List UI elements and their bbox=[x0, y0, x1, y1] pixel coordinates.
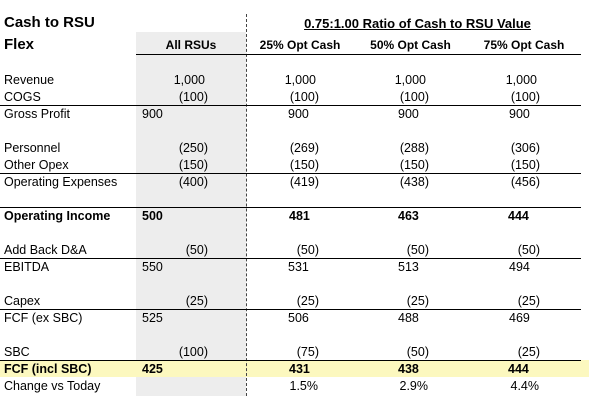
cell-50-opt: 2.9% bbox=[399, 379, 428, 393]
cell-25-opt: 531 bbox=[288, 260, 309, 274]
cell-50-opt: 438 bbox=[398, 362, 419, 376]
row-label: Operating Expenses bbox=[4, 175, 118, 189]
underline-add-back-da bbox=[0, 258, 581, 259]
row-label: FCF (incl SBC) bbox=[4, 362, 92, 376]
cell-25-opt: 431 bbox=[289, 362, 310, 376]
cell-25-opt: 506 bbox=[288, 311, 309, 325]
row-label: SBC bbox=[4, 345, 30, 359]
cell-25-opt: 1.5% bbox=[289, 379, 318, 393]
cell-75-opt: 1,000 bbox=[505, 73, 537, 87]
row-change-vs-today bbox=[0, 379, 589, 394]
row-operating-expenses bbox=[0, 175, 589, 190]
underline-capex bbox=[0, 309, 581, 310]
row-cogs bbox=[0, 90, 589, 105]
cell-all-rsus: 900 bbox=[142, 107, 163, 121]
cell-25-opt: (419) bbox=[289, 175, 319, 189]
cell-50-opt: 900 bbox=[398, 107, 419, 121]
row-label: Revenue bbox=[4, 73, 55, 87]
cell-75-opt: 444 bbox=[508, 362, 529, 376]
cell-all-rsus: 500 bbox=[142, 209, 163, 223]
row-operating-income bbox=[0, 209, 589, 224]
column-separator bbox=[246, 14, 247, 396]
cell-all-rsus: (250) bbox=[178, 141, 208, 155]
cell-75-opt: 4.4% bbox=[510, 379, 539, 393]
row-add-back-da bbox=[0, 243, 589, 258]
row-personnel bbox=[0, 141, 589, 156]
cell-25-opt: 1,000 bbox=[284, 73, 316, 87]
sheet-title-line2: Flex bbox=[4, 36, 35, 53]
cell-all-rsus: (100) bbox=[178, 90, 208, 104]
cell-50-opt: (150) bbox=[399, 158, 429, 172]
row-label: Operating Income bbox=[4, 209, 111, 223]
cell-all-rsus: (400) bbox=[178, 175, 208, 189]
header-underline bbox=[136, 54, 581, 55]
sheet-title: Cash to RSU bbox=[4, 14, 95, 31]
row-label: COGS bbox=[4, 90, 41, 104]
cell-all-rsus: (25) bbox=[185, 294, 208, 308]
row-label: Personnel bbox=[4, 141, 61, 155]
cell-50-opt: (288) bbox=[399, 141, 429, 155]
row-label: FCF (ex SBC) bbox=[4, 311, 83, 325]
cell-25-opt: (100) bbox=[289, 90, 319, 104]
cell-75-opt: 900 bbox=[509, 107, 530, 121]
cell-75-opt: (100) bbox=[510, 90, 540, 104]
row-label: Other Opex bbox=[4, 158, 69, 172]
cell-25-opt: (50) bbox=[296, 243, 319, 257]
underline-cogs bbox=[0, 105, 581, 106]
row-label: Capex bbox=[4, 294, 41, 308]
row-fcf-incl-sbc bbox=[0, 362, 589, 377]
cell-25-opt: 900 bbox=[288, 107, 309, 121]
cell-75-opt: (306) bbox=[510, 141, 540, 155]
row-gross-profit bbox=[0, 107, 589, 122]
cell-75-opt: 494 bbox=[509, 260, 530, 274]
column-header-25-opt-cash: 25% Opt Cash bbox=[259, 38, 341, 52]
row-label: Change vs Today bbox=[4, 379, 101, 393]
row-label: EBITDA bbox=[4, 260, 50, 274]
cell-50-opt: (50) bbox=[406, 345, 429, 359]
cell-all-rsus: 525 bbox=[142, 311, 163, 325]
cell-25-opt: 481 bbox=[289, 209, 310, 223]
underline-sbc bbox=[0, 360, 581, 361]
row-fcf-ex-sbc bbox=[0, 311, 589, 326]
cell-all-rsus: (150) bbox=[178, 158, 208, 172]
row-label: Add Back D&A bbox=[4, 243, 87, 257]
column-header-all-rsus: All RSUs bbox=[165, 38, 217, 52]
cell-75-opt: 469 bbox=[509, 311, 530, 325]
cell-75-opt: (150) bbox=[510, 158, 540, 172]
cell-50-opt: 488 bbox=[398, 311, 419, 325]
ratio-title: 0.75:1.00 Ratio of Cash to RSU Value bbox=[304, 16, 531, 31]
column-header-50-opt-cash: 50% Opt Cash bbox=[370, 38, 451, 52]
cell-all-rsus: 425 bbox=[142, 362, 163, 376]
row-other-opex bbox=[0, 158, 589, 173]
cell-50-opt: 513 bbox=[398, 260, 419, 274]
cell-50-opt: (50) bbox=[406, 243, 429, 257]
cell-75-opt: (25) bbox=[517, 345, 540, 359]
cell-75-opt: 444 bbox=[508, 209, 529, 223]
row-sbc bbox=[0, 345, 589, 360]
cell-75-opt: (25) bbox=[517, 294, 540, 308]
row-revenue bbox=[0, 73, 589, 88]
cell-50-opt: (25) bbox=[406, 294, 429, 308]
underline-other-opex bbox=[0, 173, 581, 174]
cell-25-opt: (75) bbox=[296, 345, 319, 359]
cell-25-opt: (150) bbox=[289, 158, 319, 172]
cell-50-opt: 1,000 bbox=[394, 73, 426, 87]
cell-50-opt: 463 bbox=[398, 209, 419, 223]
row-label: Gross Profit bbox=[4, 107, 70, 121]
underline-operating-expenses bbox=[0, 207, 581, 208]
row-ebitda bbox=[0, 260, 589, 275]
cell-25-opt: (25) bbox=[296, 294, 319, 308]
cell-50-opt: (438) bbox=[399, 175, 429, 189]
cell-all-rsus: 1,000 bbox=[173, 73, 205, 87]
cell-all-rsus: (50) bbox=[185, 243, 208, 257]
cell-all-rsus: (100) bbox=[178, 345, 208, 359]
cell-75-opt: (50) bbox=[517, 243, 540, 257]
cell-all-rsus: 550 bbox=[142, 260, 163, 274]
cell-75-opt: (456) bbox=[510, 175, 540, 189]
cell-50-opt: (100) bbox=[399, 90, 429, 104]
row-capex bbox=[0, 294, 589, 309]
column-header-75-opt-cash: 75% Opt Cash bbox=[483, 38, 565, 52]
cell-25-opt: (269) bbox=[289, 141, 319, 155]
